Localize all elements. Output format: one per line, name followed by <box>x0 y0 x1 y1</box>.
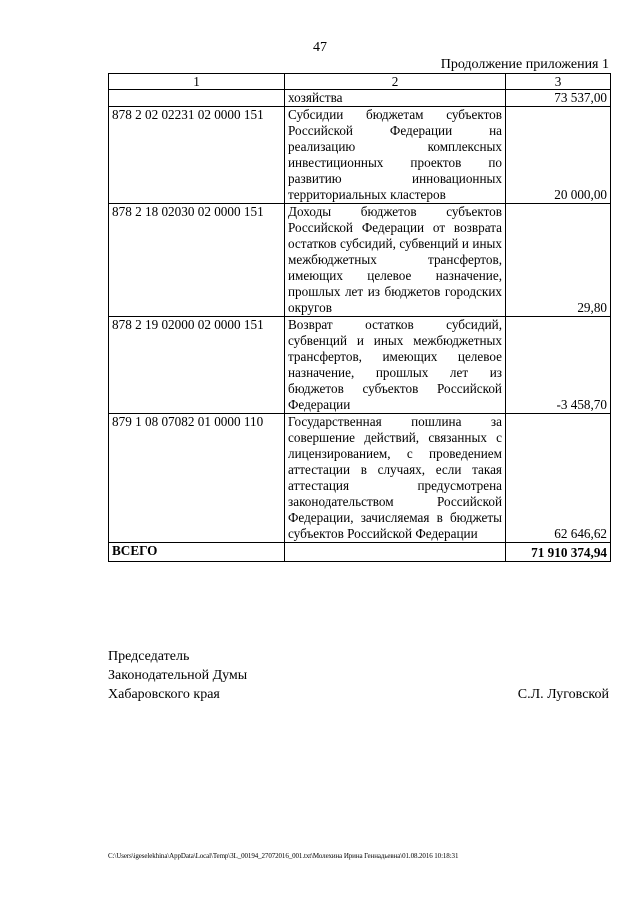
row-amount: -3 458,70 <box>506 317 611 414</box>
row-code: 878 2 18 02030 02 0000 151 <box>109 204 285 317</box>
row-code <box>109 90 285 107</box>
table-row <box>109 317 611 414</box>
revenue-table <box>108 73 611 562</box>
signature-title-line: Законодательной Думы <box>108 668 248 683</box>
table-row <box>109 90 611 107</box>
total-empty-cell <box>285 543 506 562</box>
row-code: 878 2 02 02231 02 0000 151 <box>109 107 285 204</box>
total-label: ВСЕГО <box>109 543 285 562</box>
column-header: 1 <box>109 74 285 90</box>
signature-title <box>108 647 247 704</box>
column-header: 2 <box>285 74 506 90</box>
table-row <box>109 204 611 317</box>
table-row <box>109 107 611 204</box>
page-number: 47 <box>313 40 327 55</box>
row-description: Доходы бюджетов субъектов Российской Федерации от возврата остатков субсидий, субвенций и иных межбюджетных трансфертов, имеющих целевое назначение, прошлых лет из бюджетов городских округов <box>285 204 506 317</box>
row-amount: 73 537,00 <box>506 90 611 107</box>
row-code: 879 1 08 07082 01 0000 110 <box>109 414 285 543</box>
table-header-row <box>109 74 611 90</box>
row-amount: 20 000,00 <box>506 107 611 204</box>
signatory-name: С.Л. Луговской <box>517 687 609 702</box>
row-description: Возврат остатков субсидий, субвенций и иных межбюджетных трансфертов, имеющих целевое назначение, прошлых лет из бюджетов субъектов Российской Федерации <box>285 317 506 414</box>
row-amount: 29,80 <box>506 204 611 317</box>
total-row <box>109 543 611 562</box>
row-description: хозяйства <box>285 90 506 107</box>
column-header: 3 <box>506 74 611 90</box>
row-description: Государственная пошлина за совершение действий, связанных с лицензированием, с проведением аттестации в случаях, если такая аттестация предусмотрена законодательством Российской Федерации, зачисляемая в бюджеты субъектов Российской Федерации <box>285 414 506 543</box>
row-code: 878 2 19 02000 02 0000 151 <box>109 317 285 414</box>
continuation-label: Продолжение приложения 1 <box>440 57 609 72</box>
table-row <box>109 414 611 543</box>
footer-file-path: C:\Users\igeselekhina\AppData\Local\Temp\3L_00194_27072016_001.txt\Молехина Ирина Геннадьевна\01.08.2016 10:18:31 <box>108 852 459 860</box>
row-description: Субсидии бюджетам субъектов Российской Федерации на реализацию комплексных инвестиционных проектов по развитию инновационных территориальных кластеров <box>285 107 506 204</box>
total-amount: 71 910 374,94 <box>506 543 611 562</box>
signature-title-line: Хабаровского края <box>108 687 220 702</box>
signature-title-line: Председатель <box>108 649 190 664</box>
row-amount: 62 646,62 <box>506 414 611 543</box>
